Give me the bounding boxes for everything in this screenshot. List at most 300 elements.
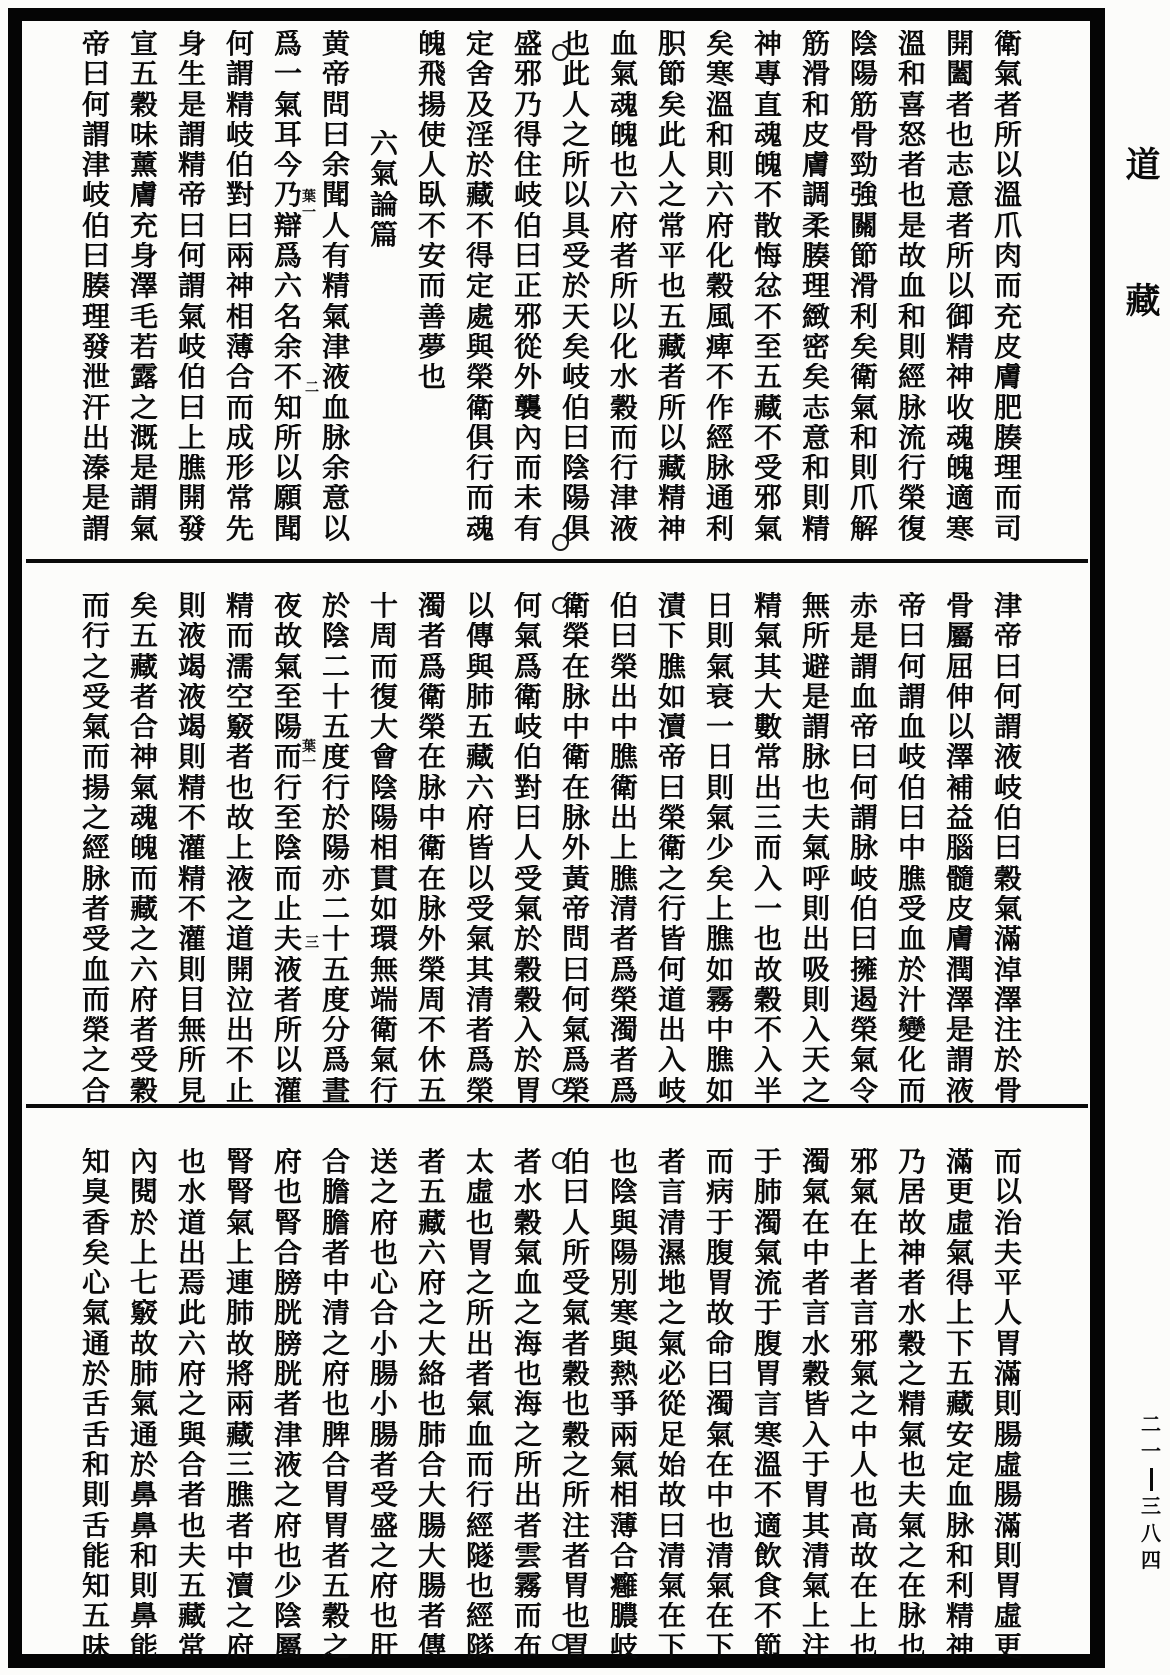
glyph: 黃 — [561, 864, 590, 895]
glyph: 天 — [801, 1046, 830, 1077]
glyph: 陽 — [609, 1238, 638, 1269]
glyph: 腎 — [225, 1178, 254, 1209]
glyph: 三 — [225, 1450, 254, 1481]
glyph: 志 — [801, 393, 830, 424]
text-column — [748, 1148, 788, 1663]
glyph: 曰 — [81, 60, 110, 91]
text-column — [748, 30, 788, 545]
glyph: 行 — [273, 773, 302, 804]
glyph: 伯 — [513, 743, 542, 774]
glyph: 天 — [561, 302, 590, 333]
annotation-glyph: 一 — [302, 756, 316, 771]
glyph: 之 — [417, 1299, 446, 1330]
glyph: 問 — [561, 925, 590, 956]
glyph: 清 — [705, 1541, 734, 1572]
glyph: 于 — [753, 1148, 782, 1178]
glyph: 行 — [465, 1481, 494, 1512]
text-column — [844, 592, 884, 1107]
glyph: 衛 — [561, 592, 590, 622]
glyph: 邪 — [513, 302, 542, 333]
glyph: 液 — [177, 682, 206, 713]
glyph: 者 — [129, 682, 158, 713]
text-column — [796, 592, 836, 1107]
glyph: 精 — [177, 864, 206, 895]
glyph: 盛 — [369, 1511, 398, 1542]
glyph: 曰 — [321, 120, 350, 151]
glyph: 司 — [993, 514, 1022, 545]
glyph: 神 — [225, 272, 254, 303]
glyph: 六 — [177, 1329, 206, 1360]
glyph: 何 — [177, 242, 206, 273]
glyph: 外 — [561, 834, 590, 865]
glyph: 知 — [81, 1148, 110, 1178]
glyph: 也 — [561, 1602, 590, 1633]
glyph: 藏 — [417, 1208, 446, 1239]
text-column — [220, 30, 260, 545]
glyph: 而 — [273, 864, 302, 895]
glyph: 絡 — [417, 1360, 446, 1391]
glyph: 擁 — [849, 955, 878, 986]
glyph: 和 — [801, 90, 830, 121]
glyph: 氣 — [993, 894, 1022, 925]
glyph: 澤 — [945, 743, 974, 774]
glyph: 合 — [609, 1541, 638, 1572]
glyph: 受 — [465, 894, 494, 925]
text-column — [172, 592, 212, 1107]
glyph: 脉 — [897, 393, 926, 424]
glyph: 爭 — [609, 1390, 638, 1421]
glyph: 先 — [225, 514, 254, 545]
glyph: 氣 — [657, 1572, 686, 1603]
glyph: 強 — [849, 181, 878, 212]
text-column — [268, 1148, 308, 1663]
page-border-left — [8, 8, 22, 1668]
glyph: 者 — [273, 1390, 302, 1421]
glyph: 耳 — [273, 120, 302, 151]
glyph: 適 — [753, 1511, 782, 1542]
glyph: 至 — [273, 682, 302, 713]
glyph: 是 — [81, 484, 110, 515]
glyph: 肥 — [993, 393, 1022, 424]
glyph: 五 — [417, 1178, 446, 1209]
glyph: 行 — [465, 454, 494, 485]
glyph: 穀 — [129, 90, 158, 121]
glyph: 澤 — [129, 272, 158, 303]
glyph: 胃 — [993, 1329, 1022, 1360]
glyph: 故 — [705, 1299, 734, 1330]
glyph: 不 — [417, 211, 446, 242]
glyph: 則 — [897, 332, 926, 363]
glyph: 者 — [225, 743, 254, 774]
glyph: 淖 — [993, 955, 1022, 986]
glyph: 癰 — [609, 1572, 638, 1603]
glyph: 於 — [465, 151, 494, 182]
glyph: 瀆 — [657, 713, 686, 744]
glyph: 居 — [897, 1178, 926, 1209]
glyph: 味 — [81, 1632, 110, 1663]
glyph: 爲 — [273, 242, 302, 273]
glyph: 衛 — [657, 834, 686, 865]
glyph: 氣 — [369, 1046, 398, 1077]
glyph: 之 — [897, 1541, 926, 1572]
glyph: 成 — [225, 423, 254, 454]
glyph: 所 — [465, 1299, 494, 1330]
glyph: 海 — [513, 1329, 542, 1360]
glyph: 俱 — [561, 514, 590, 545]
glyph: 岐 — [657, 1076, 686, 1107]
glyph: 六 — [609, 181, 638, 212]
glyph: 膚 — [993, 363, 1022, 394]
glyph: 人 — [513, 834, 542, 865]
glyph: 者 — [417, 622, 446, 653]
glyph: 人 — [657, 151, 686, 182]
glyph: 也 — [369, 1238, 398, 1269]
glyph: 無 — [801, 592, 830, 622]
glyph: 謂 — [897, 682, 926, 713]
glyph: 者 — [657, 1148, 686, 1178]
glyph: 榮 — [465, 1076, 494, 1107]
glyph: 竅 — [129, 1299, 158, 1330]
glyph: 氣 — [273, 652, 302, 683]
text-block-bottom — [26, 1148, 1088, 1664]
glyph: 精 — [801, 514, 830, 545]
glyph: 問 — [321, 90, 350, 121]
glyph: 余 — [321, 151, 350, 182]
glyph: 血 — [321, 393, 350, 424]
glyph: 之 — [897, 1360, 926, 1391]
glyph: 岐 — [897, 743, 926, 774]
glyph: 魄 — [609, 120, 638, 151]
glyph: 上 — [849, 1238, 878, 1269]
glyph: 人 — [849, 1450, 878, 1481]
glyph: 和 — [129, 1541, 158, 1572]
glyph: 腦 — [945, 834, 974, 865]
glyph: 此 — [177, 1299, 206, 1330]
glyph: 伯 — [897, 773, 926, 804]
glyph: 於 — [81, 1360, 110, 1391]
glyph: 氣 — [705, 1572, 734, 1603]
glyph: 之 — [321, 1329, 350, 1360]
glyph: 曰 — [561, 1178, 590, 1209]
glyph: 滿 — [993, 1511, 1022, 1542]
glyph: 髓 — [945, 864, 974, 895]
page-number-glyph: 一 — [1141, 1441, 1161, 1463]
glyph: 之 — [513, 1299, 542, 1330]
glyph: 者 — [369, 1450, 398, 1481]
glyph: 則 — [177, 743, 206, 774]
glyph: 氣 — [465, 1390, 494, 1421]
glyph: 魄 — [753, 151, 782, 182]
text-column — [124, 1148, 164, 1663]
glyph: 穀 — [561, 1360, 590, 1391]
glyph: 黄 — [321, 30, 350, 60]
glyph: 不 — [273, 363, 302, 394]
glyph: 相 — [609, 1481, 638, 1512]
glyph: 闔 — [945, 60, 974, 91]
glyph: 者 — [897, 151, 926, 182]
glyph: 之 — [225, 1602, 254, 1633]
glyph: 陽 — [369, 804, 398, 835]
glyph: 與 — [465, 332, 494, 363]
glyph: 收 — [945, 393, 974, 424]
glyph: 液 — [993, 743, 1022, 774]
glyph: 穀 — [513, 955, 542, 986]
glyph: 之 — [465, 1269, 494, 1300]
glyph: 上 — [849, 1602, 878, 1633]
glyph: 合 — [417, 1450, 446, 1481]
glyph: 何 — [849, 773, 878, 804]
glyph: 和 — [897, 302, 926, 333]
annotation-glyph: 三 — [305, 936, 319, 951]
glyph: 氣 — [273, 90, 302, 121]
glyph: 和 — [945, 1541, 974, 1572]
glyph: 于 — [801, 1450, 830, 1481]
glyph: 藏 — [657, 454, 686, 485]
glyph: 陽 — [273, 713, 302, 744]
glyph: 人 — [417, 151, 446, 182]
glyph: 邪 — [753, 484, 782, 515]
glyph: 胃 — [561, 1632, 590, 1663]
glyph: 溉 — [129, 423, 158, 454]
glyph: 布 — [513, 1632, 542, 1663]
glyph: 於 — [897, 955, 926, 986]
glyph: 人 — [561, 90, 590, 121]
glyph: 藏 — [465, 743, 494, 774]
chapter-heading-column — [364, 30, 404, 251]
glyph: 與 — [609, 1208, 638, 1239]
glyph: 大 — [417, 1481, 446, 1512]
glyph: 氣 — [801, 834, 830, 865]
glyph: 岐 — [513, 713, 542, 744]
glyph: 氣 — [561, 1299, 590, 1330]
glyph: 爲 — [273, 30, 302, 60]
text-column — [988, 592, 1028, 1107]
glyph: 經 — [465, 1602, 494, 1633]
glyph: 出 — [81, 423, 110, 454]
glyph: 者 — [273, 985, 302, 1016]
glyph: 于 — [753, 1299, 782, 1330]
glyph: 五 — [945, 1360, 974, 1391]
glyph: 兩 — [609, 1420, 638, 1451]
glyph: 在 — [417, 864, 446, 895]
glyph: 注 — [993, 1016, 1022, 1047]
glyph: 亦 — [321, 864, 350, 895]
glyph: 而 — [897, 1076, 926, 1107]
glyph: 度 — [321, 985, 350, 1016]
glyph: 榮 — [897, 484, 926, 515]
glyph: 常 — [657, 211, 686, 242]
glyph: 氣 — [897, 1420, 926, 1451]
glyph: 氣 — [753, 1238, 782, 1269]
glyph: 病 — [705, 1178, 734, 1209]
glyph: 出 — [657, 1016, 686, 1047]
glyph: 七 — [129, 1269, 158, 1300]
glyph: 岐 — [81, 181, 110, 212]
glyph: 陰 — [849, 30, 878, 60]
glyph: 岐 — [225, 120, 254, 151]
glyph: 所 — [993, 120, 1022, 151]
glyph: 故 — [753, 955, 782, 986]
text-column — [268, 592, 308, 1107]
glyph: 出 — [609, 682, 638, 713]
glyph: 府 — [609, 211, 638, 242]
glyph: 對 — [513, 773, 542, 804]
glyph: 岐 — [849, 864, 878, 895]
glyph: 曰 — [177, 211, 206, 242]
glyph: 與 — [465, 652, 494, 683]
glyph: 腸 — [369, 1360, 398, 1391]
glyph: 脉 — [561, 682, 590, 713]
glyph: 穀 — [897, 1329, 926, 1360]
text-column — [364, 1148, 404, 1663]
annotation-glyph: 葉 — [302, 740, 316, 755]
glyph: 滿 — [993, 925, 1022, 956]
text-column — [892, 1148, 932, 1663]
glyph: 氣 — [129, 773, 158, 804]
glyph: 熱 — [609, 1360, 638, 1391]
glyph: 所 — [657, 393, 686, 424]
glyph: 氣 — [81, 713, 110, 744]
glyph: 曰 — [561, 423, 590, 454]
glyph: 在 — [705, 1450, 734, 1481]
glyph: 下 — [945, 1329, 974, 1360]
glyph: 休 — [417, 1046, 446, 1077]
glyph: 氣 — [849, 393, 878, 424]
glyph: 氣 — [993, 60, 1022, 91]
glyph: 也 — [657, 272, 686, 303]
glyph: 故 — [657, 1481, 686, 1512]
glyph: 氣 — [849, 1046, 878, 1077]
glyph: 也 — [177, 1148, 206, 1178]
glyph: 出 — [225, 1016, 254, 1047]
glyph: 解 — [849, 514, 878, 545]
glyph: 上 — [945, 1299, 974, 1330]
glyph: 矣 — [561, 332, 590, 363]
glyph: 飲 — [753, 1541, 782, 1572]
glyph: 胃 — [513, 1076, 542, 1107]
glyph: 水 — [513, 1178, 542, 1209]
glyph: 合 — [129, 713, 158, 744]
glyph: 津 — [993, 592, 1022, 622]
glyph: 曰 — [177, 393, 206, 424]
glyph: 之 — [129, 925, 158, 956]
glyph: 夫 — [801, 804, 830, 835]
glyph: 常 — [177, 1632, 206, 1663]
glyph: 適 — [945, 484, 974, 515]
glyph: 淫 — [465, 120, 494, 151]
glyph: 胱 — [273, 1299, 302, 1330]
glyph: 氣 — [849, 1178, 878, 1209]
glyph: 肺 — [129, 1360, 158, 1391]
glyph: 周 — [369, 622, 398, 653]
glyph: 岐 — [993, 773, 1022, 804]
glyph: 灌 — [177, 925, 206, 956]
glyph: 足 — [657, 1420, 686, 1451]
glyph: 御 — [945, 302, 974, 333]
glyph: 利 — [945, 1572, 974, 1603]
glyph: 也 — [513, 1360, 542, 1391]
glyph: 衛 — [561, 743, 590, 774]
volume-page-number — [1134, 1414, 1168, 1572]
text-column — [220, 1148, 260, 1663]
glyph: 五 — [657, 302, 686, 333]
glyph: 府 — [369, 1208, 398, 1239]
glyph: 而 — [465, 1450, 494, 1481]
glyph: 液 — [945, 1076, 974, 1107]
glyph: 潤 — [945, 955, 974, 986]
glyph: 大 — [417, 1329, 446, 1360]
glyph: 以 — [993, 1178, 1022, 1209]
glyph: 也 — [849, 1481, 878, 1512]
glyph: 腸 — [417, 1572, 446, 1603]
glyph: 止 — [225, 1076, 254, 1107]
glyph: 胱 — [273, 1360, 302, 1391]
glyph: 者 — [417, 1148, 446, 1178]
glyph: 以 — [465, 592, 494, 622]
glyph: 爪 — [849, 484, 878, 515]
glyph: 之 — [849, 1390, 878, 1421]
glyph: 霧 — [705, 985, 734, 1016]
glyph: 此 — [561, 60, 590, 91]
glyph: 行 — [321, 773, 350, 804]
glyph: 在 — [849, 1208, 878, 1239]
glyph: 藏 — [177, 1602, 206, 1633]
glyph: 也 — [897, 1632, 926, 1663]
glyph: 者 — [657, 363, 686, 394]
glyph: 舌 — [81, 1390, 110, 1421]
text-column — [796, 1148, 836, 1663]
glyph: 者 — [417, 1602, 446, 1633]
glyph: 露 — [129, 363, 158, 394]
glyph: 血 — [81, 955, 110, 986]
glyph: 于 — [705, 1208, 734, 1239]
glyph: 受 — [513, 864, 542, 895]
text-column — [700, 1148, 740, 1663]
glyph: 使 — [417, 120, 446, 151]
glyph: 也 — [465, 1572, 494, 1603]
glyph: 是 — [945, 1016, 974, 1047]
glyph: 脉 — [321, 423, 350, 454]
glyph: 清 — [657, 1541, 686, 1572]
glyph: 至 — [273, 804, 302, 835]
glyph: 半 — [753, 1076, 782, 1107]
glyph: 知 — [81, 1572, 110, 1603]
glyph: 皮 — [993, 332, 1022, 363]
annotation-glyph: 葉 — [302, 190, 316, 205]
glyph: 論 — [369, 190, 398, 221]
glyph: 止 — [273, 894, 302, 925]
glyph: 水 — [801, 1329, 830, 1360]
glyph: 化 — [897, 1046, 926, 1077]
leaf-number-annotation — [303, 381, 321, 397]
glyph: 矣 — [705, 864, 734, 895]
glyph: 精 — [177, 773, 206, 804]
glyph: 大 — [753, 682, 782, 713]
text-column — [460, 1148, 500, 1663]
glyph: 魄 — [945, 454, 974, 485]
glyph: 中 — [417, 804, 446, 835]
glyph: 十 — [321, 682, 350, 713]
glyph: 中 — [705, 1016, 734, 1047]
glyph: 薰 — [129, 151, 158, 182]
glyph: 和 — [801, 454, 830, 485]
glyph: 是 — [897, 211, 926, 242]
glyph: 相 — [225, 302, 254, 333]
glyph: 在 — [801, 1208, 830, 1239]
glyph: 復 — [369, 682, 398, 713]
glyph: 濡 — [225, 652, 254, 683]
glyph: 開 — [225, 955, 254, 986]
